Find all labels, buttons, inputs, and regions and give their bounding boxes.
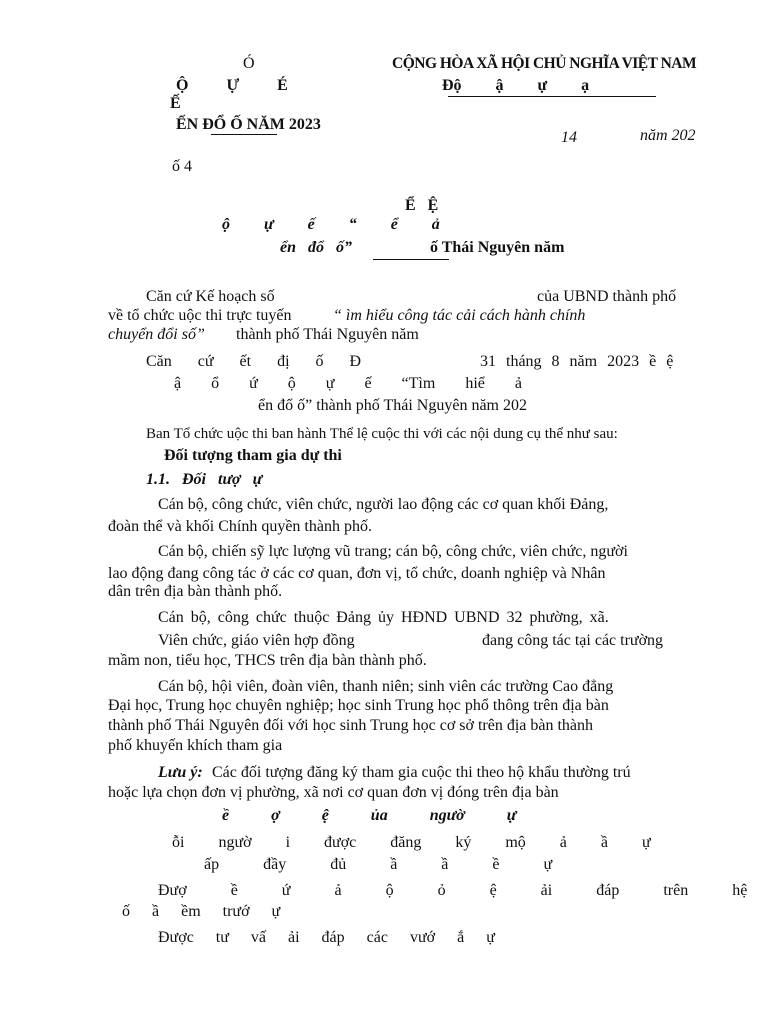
header-left-underline xyxy=(211,134,277,135)
heading-1-2: ề ợ ệ ủa ngườ ự xyxy=(222,807,517,824)
right-item-4: Được tư vấ ải đáp các vướ ắ ự xyxy=(158,929,495,946)
p8-line2: Đại học, Trung học chuyên nghiệp; học sinh Trung học phổ thông trên địa bàn xyxy=(108,697,609,714)
p1-line3-b: thành phố Thái Nguyên năm xyxy=(236,326,419,343)
p8-line4: phố khuyến khích tham gia xyxy=(108,737,283,754)
p1-line2-a: về tổ chức uộc thi trực tuyến xyxy=(108,307,292,324)
p5-line1: Cán bộ, chiến sỹ lực lượng vũ trang; cán bộ, công chức, viên chức, người xyxy=(158,543,628,560)
p5-line3: dân trên địa bàn thành phố. xyxy=(108,583,283,600)
header-right-underline xyxy=(448,96,656,97)
p1-line1-a: Căn cứ Kế hoạch số xyxy=(146,288,275,305)
p1-line2-b: “ ìm hiểu công tác cải cách hành chính xyxy=(333,307,586,324)
title-line2: ộ ự ế “ ể ả xyxy=(222,216,440,233)
header-right-line2: Độ ậ ự ạ xyxy=(442,77,590,94)
p5-line2: lao động đang công tác ở các cơ quan, đơn vị, tổ chức, doanh nghiệp và Nhân xyxy=(108,565,606,582)
p7-line1-a: Viên chức, giáo viên hợp đồng xyxy=(158,632,355,649)
p8-line1: Cán bộ, hội viên, đoàn viên, thanh niên; sinh viên các trường Cao đẳng xyxy=(158,678,614,695)
right-item-3-line1: Đượ ề ứ ả ộ ỏ ệ ải đáp trên hệ xyxy=(158,882,748,899)
date-day: 14 xyxy=(561,129,577,146)
p7-line2: mầm non, tiểu học, THCS trên địa bàn thành phố. xyxy=(108,652,427,669)
header-left-line1: Ó xyxy=(243,55,255,72)
heading-1-1: 1.1. Đối tượ ự xyxy=(146,471,263,488)
doc-number: ố 4 xyxy=(172,158,192,175)
title-line3b: ố Thái Nguyên năm xyxy=(430,239,565,256)
right-item-3-line2: ố ầ ềm trướ ự xyxy=(122,903,281,920)
right-item-2: ấp đầy đủ ầ ầ ề ự xyxy=(204,856,553,873)
p4-line1: Cán bộ, công chức, viên chức, người lao động các cơ quan khối Đảng, xyxy=(158,496,609,513)
header-left-line3: Ế xyxy=(170,95,181,112)
p1-line3-a: chuyển đổi số” xyxy=(108,326,205,343)
title-line3a: ển đổ ố” xyxy=(280,239,352,256)
header-left-line4: ẾN ĐỔ Ố NĂM 2023 xyxy=(176,116,321,133)
date-year: năm 202 xyxy=(640,127,696,144)
p2-line1-b: 31 tháng 8 năm 2023 ề ệ xyxy=(480,353,674,370)
title-line1: Ể Ệ xyxy=(405,197,439,214)
p8-line3: thành phố Thái Nguyên đối với học sinh Trung học cơ sở trên địa bàn thành xyxy=(108,717,594,734)
p2-line3: ển đổ ố” thành phố Thái Nguyên năm 202 xyxy=(258,397,527,414)
right-item-1: ỗi ngườ i được đăng ký mộ ả ầ ự xyxy=(172,834,651,851)
p2-line2: ậ ổ ứ ộ ự ế “Tìm hiể ả xyxy=(174,375,522,392)
title-underline xyxy=(373,259,449,260)
p7-line1-b: đang công tác tại các trường xyxy=(482,632,664,649)
p2-line1-a: Căn cứ ết đị ố Đ xyxy=(146,353,362,370)
p3: Ban Tổ chức uộc thi ban hành Thể lệ cuộc thi với các nội dung cụ thể như sau: xyxy=(146,426,618,442)
p4-line2: đoàn thể và khối Chính quyền thành phố. xyxy=(108,518,372,535)
note-line2: hoặc lựa chọn đơn vị phường, xã nơi cơ quan đơn vị đóng trên địa bàn xyxy=(108,784,559,801)
header-right-line1: CỘNG HÒA XÃ HỘI CHỦ NGHĨA VIỆT NAM xyxy=(392,55,697,72)
note-line1: Các đối tượng đăng ký tham gia cuộc thi theo hộ khẩu thường trú xyxy=(212,764,631,781)
p6: Cán bộ, công chức thuộc Đảng ủy HĐND UBND 32 phường, xã. xyxy=(158,609,609,626)
heading-1: Đối tượng tham gia dự thi xyxy=(164,447,342,464)
header-left-line2: Ộ Ự É xyxy=(176,77,288,94)
note-label: Lưu ý: xyxy=(158,764,203,781)
p1-line1-b: của UBND thành phố xyxy=(537,288,677,305)
